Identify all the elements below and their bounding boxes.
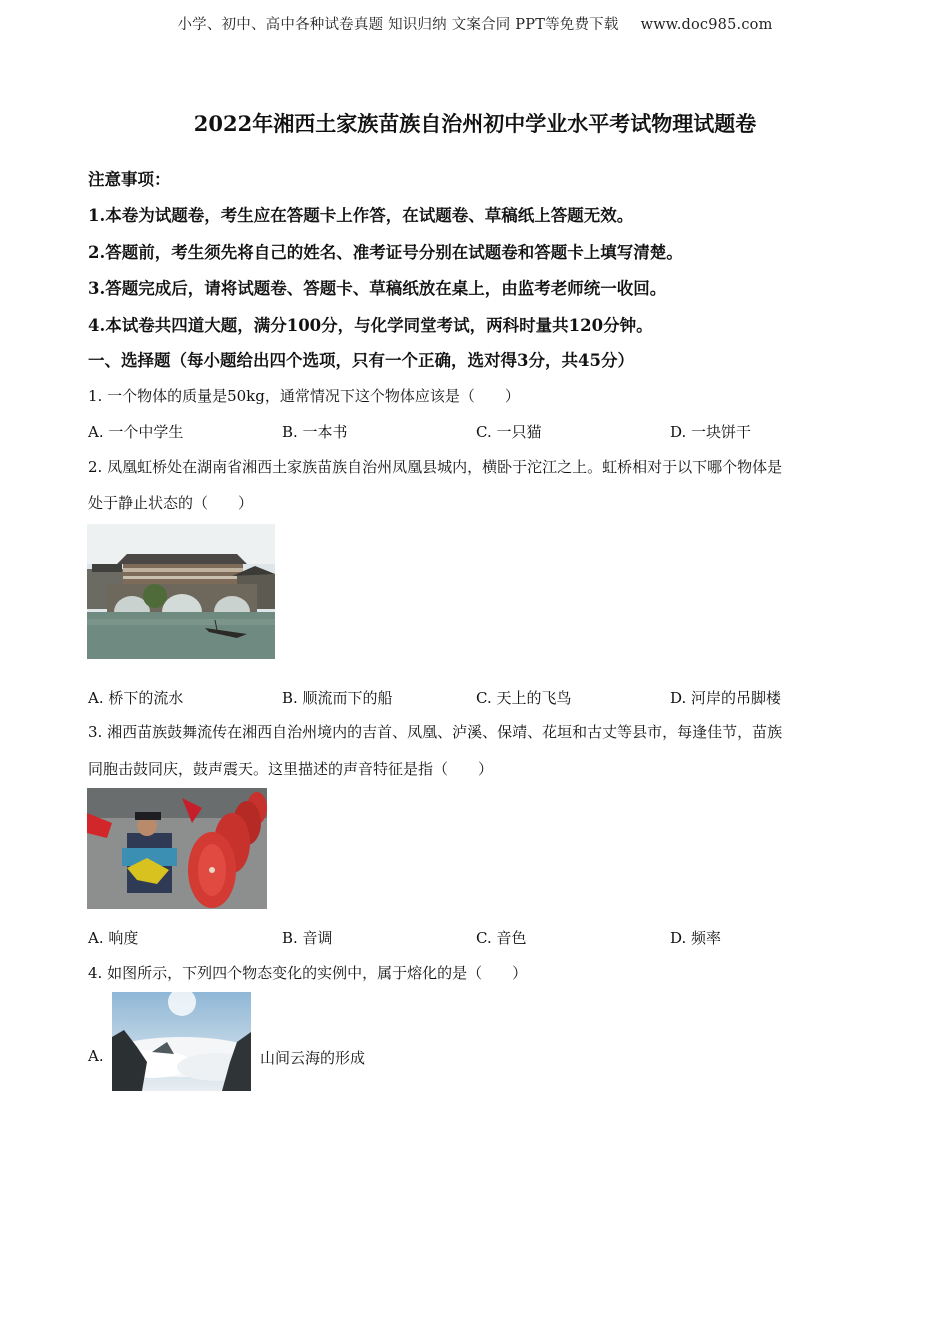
question-3-stem-cont: 同胞击鼓同庆，鼓声震天。这里描述的声音特征是指（ ） (88, 760, 494, 778)
q2-option-d: D. 河岸的吊脚楼 (670, 689, 782, 707)
rainbow-bridge-photo (87, 524, 275, 659)
q3-option-d: D. 频率 (670, 929, 722, 947)
question-4-stem: 4. 如图所示，下列四个物态变化的实例中，属于熔化的是（ ） (88, 964, 528, 982)
note-item: 4.本试卷共四道大题，满分100分，与化学同堂考试，两科时量共120分钟。 (88, 316, 653, 335)
q1-option-d: D. 一块饼干 (670, 423, 752, 441)
section-heading: 一、选择题（每小题给出四个选项，只有一个正确，选对得3分，共45分） (88, 351, 634, 370)
miao-drum-dance-photo (87, 788, 267, 909)
header-site: www.doc985.com (640, 17, 773, 33)
page-header (0, 13, 950, 34)
q1-option-b: B. 一本书 (282, 423, 348, 441)
question-2-stem: 2. 凤凰虹桥处在湖南省湘西土家族苗族自治州凤凰县城内，横卧于沱江之上。虹桥相对于以下哪个物体是 (88, 458, 783, 476)
q2-option-c: C. 天上的飞鸟 (476, 689, 572, 707)
q3-option-b: B. 音调 (282, 929, 333, 947)
question-1-stem: 1. 一个物体的质量是50kg，通常情况下这个物体应该是（ ） (88, 387, 520, 405)
cloud-sea-photo (112, 992, 251, 1091)
q2-option-a: A. 桥下的流水 (88, 689, 184, 707)
exam-title: 2022年湘西土家族苗族自治州初中学业水平考试物理试题卷 (193, 111, 757, 136)
q3-option-c: C. 音色 (476, 929, 527, 947)
header-text: 小学、初中、高中各种试卷真题 知识归纳 文案合同 PPT等免费下载 (177, 17, 619, 33)
q1-option-c: C. 一只猫 (476, 423, 542, 441)
q2-option-b: B. 顺流而下的船 (282, 689, 393, 707)
q4-option-a-text: 山间云海的形成 (260, 1049, 366, 1067)
q1-option-a: A. 一个中学生 (88, 423, 184, 441)
note-item: 3.答题完成后，请将试题卷、答题卡、草稿纸放在桌上，由监考老师统一收回。 (88, 279, 667, 298)
note-item: 2.答题前，考生须先将自己的姓名、准考证号分别在试题卷和答题卡上填写清楚。 (88, 243, 683, 262)
notes-heading: 注意事项： (88, 170, 171, 189)
question-2-stem-cont: 处于静止状态的（ ） (88, 494, 254, 512)
q4-option-a-label: A. (88, 1047, 104, 1065)
note-item: 1.本卷为试题卷，考生应在答题卡上作答，在试题卷、草稿纸上答题无效。 (88, 206, 634, 225)
q3-option-a: A. 响度 (88, 929, 139, 947)
question-3-stem: 3. 湘西苗族鼓舞流传在湘西自治州境内的吉首、凤凰、泸溪、保靖、花垣和古丈等县市，每逢佳节，苗族 (88, 723, 783, 741)
